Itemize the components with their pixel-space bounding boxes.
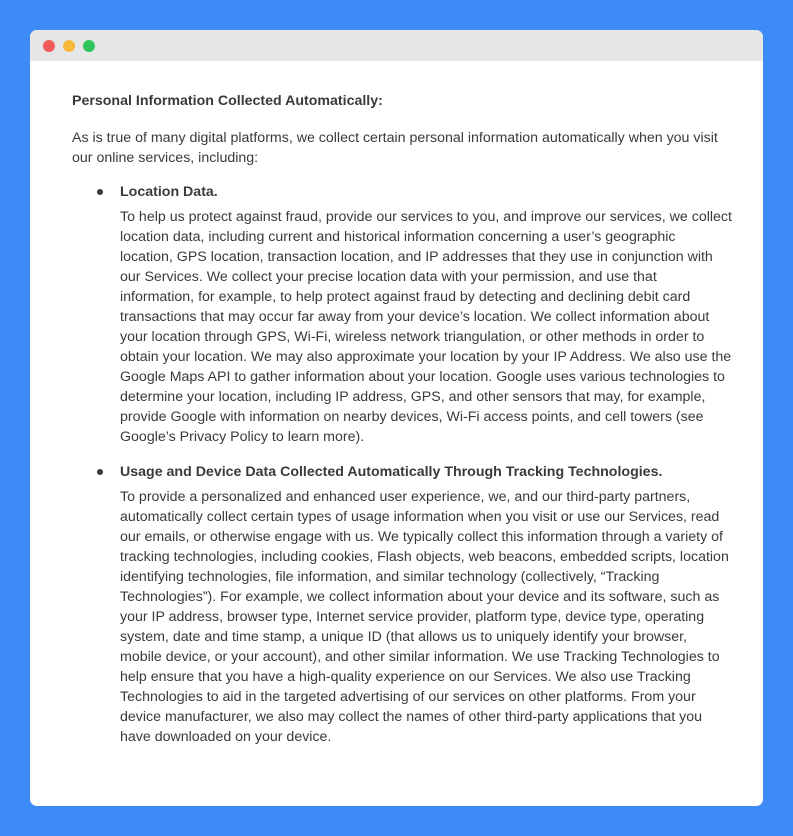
list-item [72,462,732,747]
list-item-body: To help us protect against fraud, provide our services to you, and improve our services, we collect location data, including current and historical information concerning a user’s geographic location, GPS location, transaction location, and IP addresses that they use in conjunction with our Services. We collect your precise location data with your permission, and use that information, for example, to help protect against fraud by detecting and declining debit card transactions that may occur far away from your device’s location. We collect information about your location through GPS, Wi-Fi, wireless network triangulation, or other methods in order to obtain your location. We may also approximate your location by your IP Address. We also use the Google Maps API to gather information about your location. Google uses various technologies to determine your location, including IP address, GPS, and other sensors that may, for example, provide Google with information on nearby devices, Wi-Fi access points, and cell towers (see Google’s Privacy Policy to learn more). [120,209,732,445]
bullet-icon [97,189,103,195]
bullet-list [72,182,732,747]
list-item-title: Location Data. [120,184,218,200]
intro-paragraph: As is true of many digital platforms, we collect certain personal information automatically when you visit our online services, including: [72,130,718,166]
section-heading: Personal Information Collected Automatically: [72,93,383,109]
bullet-icon [97,469,103,475]
minimize-window-icon[interactable] [63,40,75,52]
list-item-title: Usage and Device Data Collected Automatically Through Tracking Technologies. [120,464,663,480]
close-window-icon[interactable] [43,40,55,52]
list-item-body: To provide a personalized and enhanced user experience, we, and our third-party partners, automatically collect certain types of usage information when you visit or use our Services, read our emails, or otherwise engage with us. We typically collect this information through a variety of tracking technologies, including cookies, Flash objects, web beacons, embedded scripts, location identifying technologies, file information, and similar technology (collectively, “Tracking Technologies”). For example, we collect information about your device and its software, such as your IP address, browser type, Internet service provider, platform type, device type, operating system, date and time stamp, a unique ID (that allows us to uniquely identify your browser, mobile device, or your account), and other similar information. We use Tracking Technologies to help ensure that you have a high-quality experience on our Services. We also use Tracking Technologies to aid in the targeted advertising of our services on other platforms. From your device manufacturer, we also may collect the names of other third-party applications that you have downloaded on your device. [120,489,729,745]
maximize-window-icon[interactable] [83,40,95,52]
document-content [72,61,732,762]
browser-window [30,30,763,806]
window-titlebar [30,30,763,61]
list-item [72,182,732,447]
